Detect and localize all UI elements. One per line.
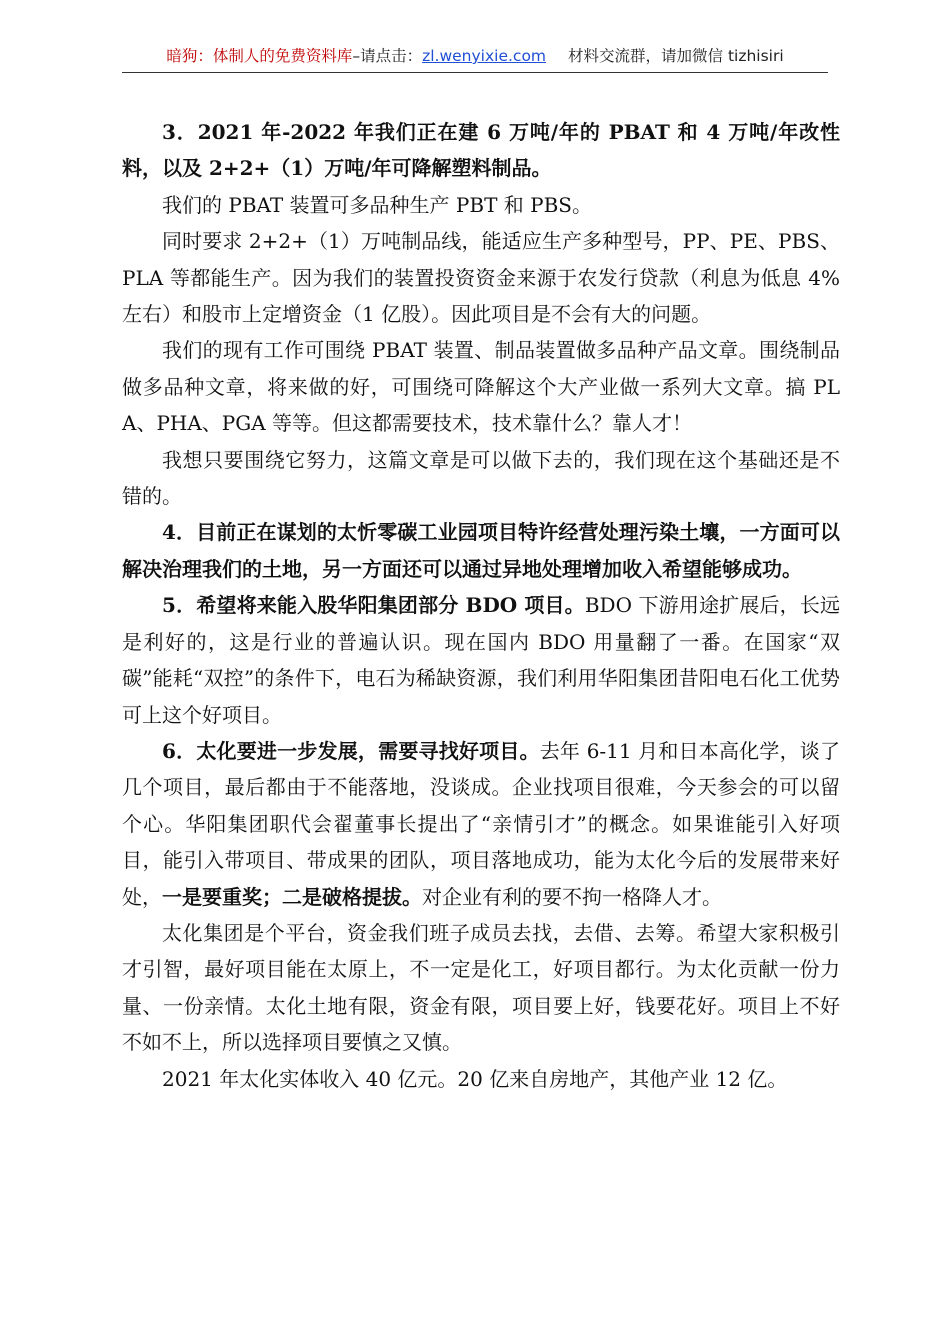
item-5-text: BDO 下游用途扩展后，长远是利好的，这是行业的普遍认识。现在国内 BDO 用量翻了一番。在国家“双碳”能耗“双控”的条件下，电石为稀缺资源，我们利用华阳集团昔阳电石化工优势可上这个好项目。 xyxy=(122,593,840,727)
document-body xyxy=(122,114,840,1097)
item-6-ending: 对企业有利的要不拘一格降人才。 xyxy=(422,884,722,909)
item-6-heading: 6．太化要进一步发展，需要寻找好项目。 xyxy=(162,738,540,763)
paragraph-item-5 xyxy=(122,587,840,733)
header-group-info: 材料交流群，请加微信 tizhisiri xyxy=(568,47,784,65)
paragraph-item-4: 4．目前正在谋划的太忻零碳工业园项目特许经营处理污染土壤，一方面可以解决治理我们的土地，另一方面还可以通过异地处理增加收入希望能够成功。 xyxy=(122,520,840,581)
item-6-text: 去年 6-11 月和日本高化学，谈了几个项目，最后都由于不能落地，没谈成。企业找项目很难，今天参会的可以留个心。华阳集团职代会翟董事长提出了“亲情引才”的概念。如果谁能引入好项目，能引入带项目、带成果的团队，项目落地成功，能为太化今后的发展带来好处， xyxy=(122,738,840,909)
paragraph-item-6 xyxy=(122,733,840,915)
paragraph-pbat: 我们的 PBAT 装置可多品种生产 PBT 和 PBS。 xyxy=(162,192,592,217)
paragraph-platform: 太化集团是个平台，资金我们班子成员去找，去借、去筹。希望大家积极引才引智，最好项目能在太原上，不一定是化工，好项目都行。为太化贡献一份力量、一份亲情。太化土地有限，资金有限，项目要上好，钱要花好。项目上不好不如不上，所以选择项目要慎之又慎。 xyxy=(122,920,840,1055)
paragraph-item-3: 3．2021 年-2022 年我们正在建 6 万吨/年的 PBAT 和 4 万吨/年改性料，以及 2+2+（1）万吨/年可降解塑料制品。 xyxy=(122,120,840,181)
paragraph-product-line: 同时要求 2+2+（1）万吨制品线，能适应生产多种型号，PP、PE、PBS、PLA 等都能生产。因为我们的装置投资资金来源于农发行贷款（利息为低息 4%左右）和股市上定增资金（1 亿股）。因此项目是不会有大的问题。 xyxy=(122,229,840,327)
paragraph-revenue: 2021 年太化实体收入 40 亿元。20 亿来自房地产，其他产业 12 亿。 xyxy=(162,1066,788,1091)
header-prompt: –请点击： xyxy=(352,47,423,65)
paragraph-work-focus: 我们的现有工作可围绕 PBAT 装置、制品装置做多品种产品文章。围绕制品做多品种文章，将来做的好，可围绕可降解这个大产业做一系列大文章。搞 PLA、PHA、PGA 等等。但这都需要技术，技术靠什么？靠人才！ xyxy=(122,338,840,436)
header-brand: 暗狗：体制人的免费资料库 xyxy=(166,47,353,65)
header-link[interactable]: zl.wenyixie.com xyxy=(422,47,547,65)
header-divider xyxy=(122,72,828,73)
item-5-heading: 5．希望将来能入股华阳集团部分 BDO 项目。 xyxy=(162,593,585,618)
page-header xyxy=(122,44,828,74)
item-6-emphasis: 一是要重奖；二是破格提拔。 xyxy=(162,884,422,909)
paragraph-effort: 我想只要围绕它努力，这篇文章是可以做下去的，我们现在这个基础还是不错的。 xyxy=(122,447,840,509)
